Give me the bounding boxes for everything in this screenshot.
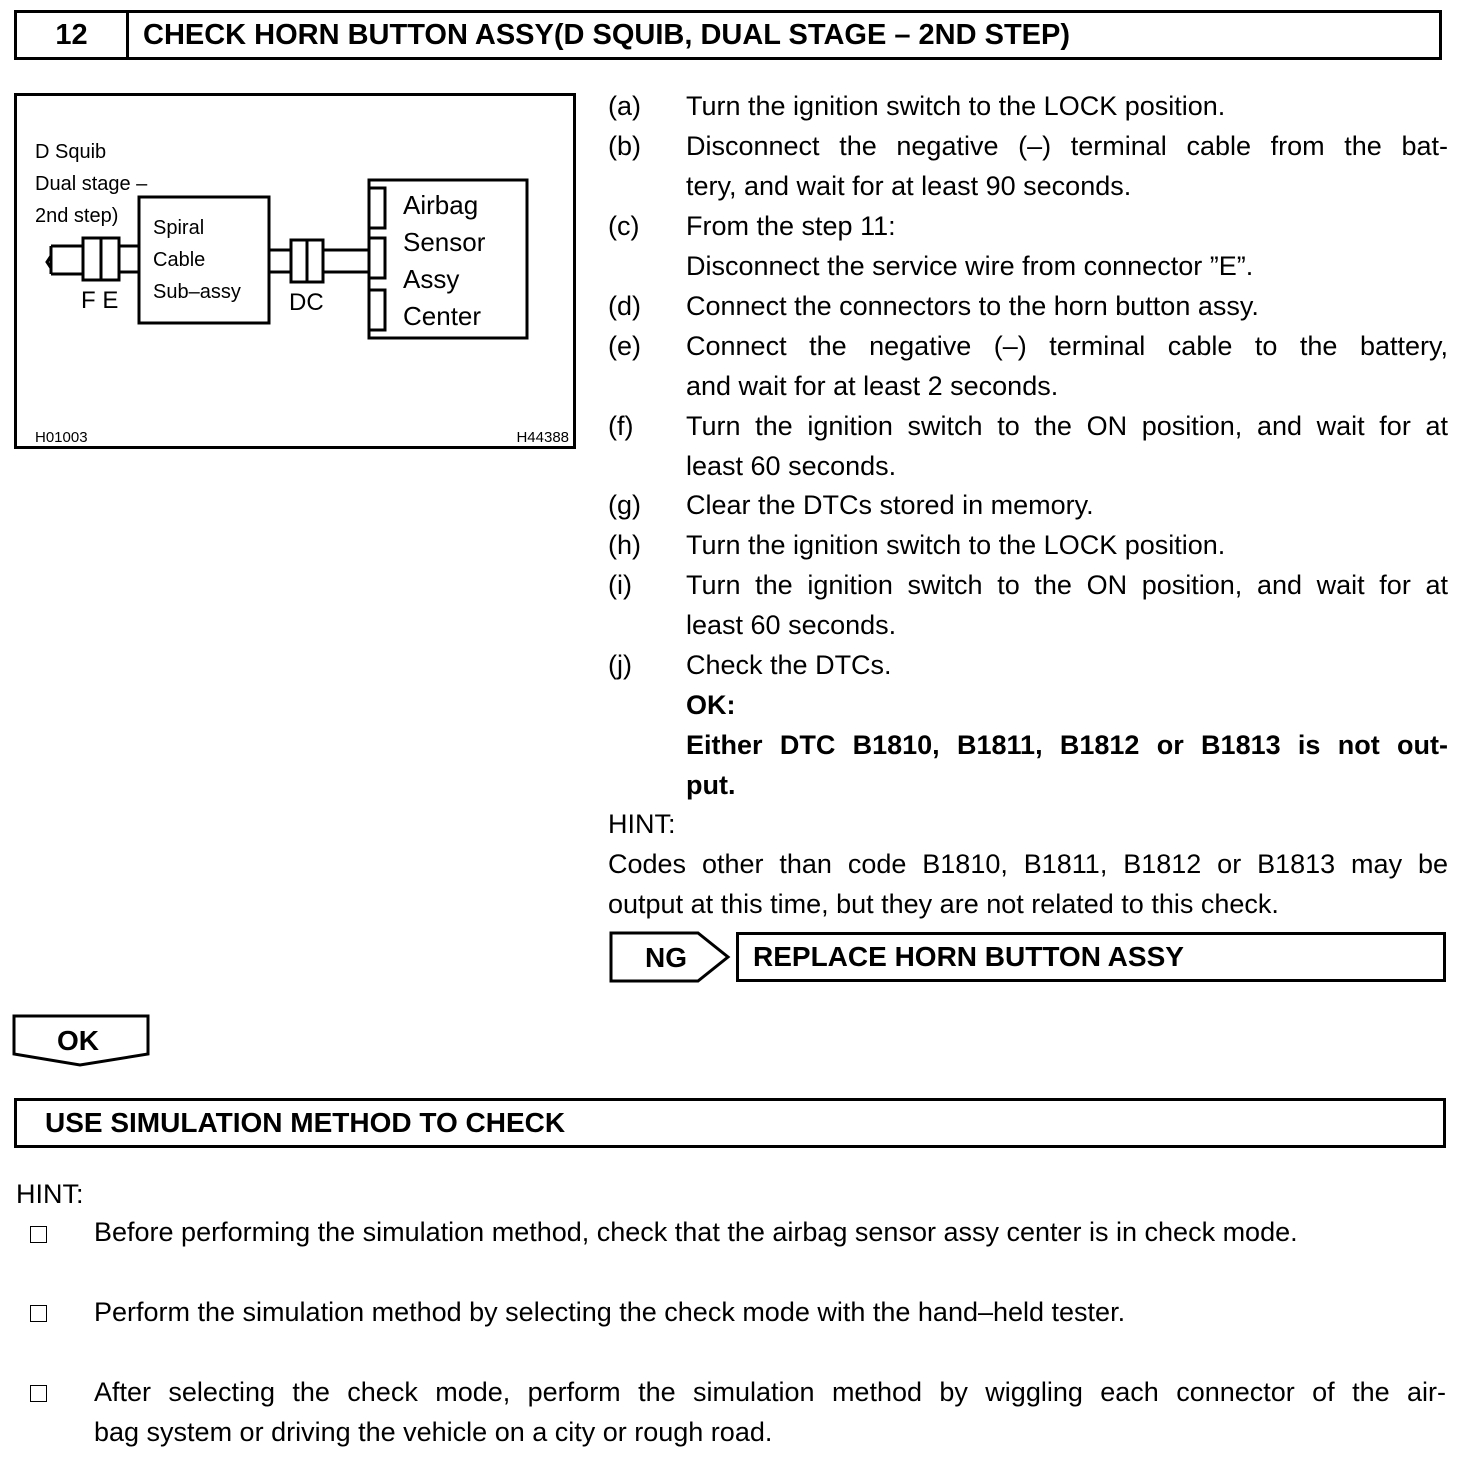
step-text: Turn the ignition switch to the ON position, and wait for at xyxy=(686,411,1448,441)
ok-criteria-text: put. xyxy=(686,770,736,800)
spiral-label: Cable xyxy=(153,249,206,271)
step-label: (g) xyxy=(608,490,641,520)
sensor-label: Sensor xyxy=(403,227,486,257)
step-label: (h) xyxy=(608,530,641,560)
ng-label: NG xyxy=(645,942,687,973)
step-text: From the step 11: xyxy=(686,211,896,241)
figure-code-left: H01003 xyxy=(35,429,88,446)
step-text: Check the DTCs. xyxy=(686,650,892,680)
step-text: Disconnect the negative (–) terminal cable from the bat- xyxy=(686,131,1448,161)
step-text: Disconnect the service wire from connector ”E”. xyxy=(686,251,1254,281)
step-text: Turn the ignition switch to the LOCK position. xyxy=(686,530,1226,560)
sensor-label: Assy xyxy=(403,264,460,294)
ng-arrow-tag xyxy=(608,930,734,984)
section-header xyxy=(14,10,1442,60)
step-text: tery, and wait for at least 90 seconds. xyxy=(686,171,1132,201)
simulation-hint-item: Perform the simulation method by selecting the check mode with the hand–held tester. xyxy=(94,1297,1126,1327)
step-number: 12 xyxy=(17,13,129,57)
section-title: CHECK HORN BUTTON ASSY(D SQUIB, DUAL STAGE – 2ND STEP) xyxy=(143,19,1071,51)
squib-label: Dual stage – xyxy=(35,173,148,195)
ng-action-box: REPLACE HORN BUTTON ASSY xyxy=(736,932,1446,982)
step-label: (e) xyxy=(608,331,641,361)
spiral-label: Sub–assy xyxy=(153,281,241,303)
step-label: (j) xyxy=(608,650,632,680)
spiral-label: Spiral xyxy=(153,217,205,239)
checkbox-icon xyxy=(30,1385,47,1402)
step-label: (i) xyxy=(608,570,632,600)
step-text: Connect the negative (–) terminal cable to the battery, xyxy=(686,331,1448,361)
step-label: (a) xyxy=(608,91,641,121)
sensor-label: Center xyxy=(403,301,482,331)
step-text: least 60 seconds. xyxy=(686,451,897,481)
step-text: and wait for at least 2 seconds. xyxy=(686,371,1059,401)
step-text: Turn the ignition switch to the LOCK position. xyxy=(686,91,1226,121)
step-label: (b) xyxy=(608,131,641,161)
simulation-hint-item: bag system or driving the vehicle on a city or rough road. xyxy=(94,1417,773,1447)
simulation-header: USE SIMULATION METHOD TO CHECK xyxy=(14,1098,1446,1148)
squib-label: 2nd step) xyxy=(35,205,119,227)
connector-dc-label: DC xyxy=(289,289,324,316)
step-label: (f) xyxy=(608,411,634,441)
simulation-hint-label: HINT: xyxy=(16,1179,84,1209)
simulation-hint-item: Before performing the simulation method, check that the airbag sensor assy center is in check mode. xyxy=(94,1217,1298,1247)
hint-text: output at this time, but they are not related to this check. xyxy=(608,889,1279,919)
diagram-drawing xyxy=(17,96,573,446)
hint-label: HINT: xyxy=(608,809,676,839)
step-label: (c) xyxy=(608,211,640,241)
sensor-label: Airbag xyxy=(403,190,479,220)
step-text: Connect the connectors to the horn button assy. xyxy=(686,291,1259,321)
squib-label: D Squib xyxy=(35,141,107,163)
hint-text: Codes other than code B1810, B1811, B1812 or B1813 may be xyxy=(608,849,1448,879)
figure-code-right: H44388 xyxy=(516,429,569,446)
step-label: (d) xyxy=(608,291,641,321)
connector-fe-label: F E xyxy=(81,287,119,314)
checkbox-icon xyxy=(30,1226,47,1243)
wiring-diagram xyxy=(14,93,576,449)
ok-label-tag: OK xyxy=(57,1025,99,1056)
step-text: Turn the ignition switch to the ON position, and wait for at xyxy=(686,570,1448,600)
checkbox-icon xyxy=(30,1305,47,1322)
simulation-hint-item: After selecting the check mode, perform the simulation method by wiggling each connector of the air- xyxy=(94,1377,1446,1407)
ok-label: OK: xyxy=(686,690,736,720)
ok-criteria-text: Either DTC B1810, B1811, B1812 or B1813 is not out- xyxy=(686,730,1448,760)
ok-arrow-tag xyxy=(12,1014,152,1068)
step-text: Clear the DTCs stored in memory. xyxy=(686,490,1094,520)
step-text: least 60 seconds. xyxy=(686,610,897,640)
